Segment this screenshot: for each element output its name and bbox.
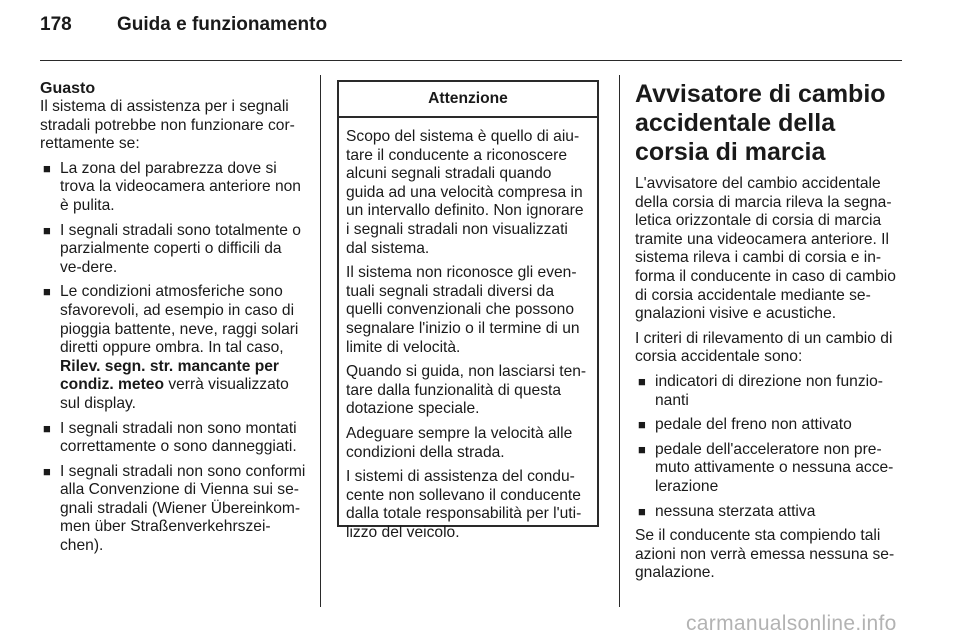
list-item: ■ I segnali stradali non sono montati correttamente o sono danneggiati. xyxy=(43,419,297,456)
criteria-intro: I criteri di rilevamento di un cambio di corsia accidentale sono: xyxy=(635,329,893,366)
header-rule xyxy=(40,60,902,61)
list-item: ■ pedale del freno non attivato xyxy=(638,416,852,434)
list-item: ■ pedale dell'acceleratore non pre-muto attivamente o nessuna acce-lerazione xyxy=(638,440,894,495)
warning-paragraph: Quando si guida, non lasciarsi ten-tare dalla funzionalità di questa dotazione speciale. xyxy=(346,363,587,418)
fault-list xyxy=(40,160,306,556)
fault-heading: Guasto xyxy=(40,80,96,97)
right-column xyxy=(635,80,901,589)
watermark: carmanualsonline.info xyxy=(686,612,897,635)
bullet-icon: ■ xyxy=(638,441,646,457)
lane-departure-heading: Avvisatore di cambio accidentale della corsia di marcia xyxy=(635,80,886,166)
display-message: Rilev. segn. str. mancante per condiz. meteo xyxy=(60,357,279,394)
bullet-icon: ■ xyxy=(43,284,51,300)
bullet-icon: ■ xyxy=(43,463,51,479)
warning-box xyxy=(337,80,599,541)
warning-title: Attenzione xyxy=(339,82,597,118)
list-item: ■ nessuna sterzata attiva xyxy=(638,502,816,520)
bullet-icon: ■ xyxy=(638,373,646,389)
warning-paragraph: Scopo del sistema è quello di aiu-tare il conducente a riconoscere alcuni segnali stradali quando guida ad una velocità compresa in un intervallo definito. Non ignorare i segnali stradali non visualizzati dal sistema. xyxy=(346,128,584,257)
list-item: ■ La zona del parabrezza dove si trova la videocamera anteriore non è pulita. xyxy=(43,159,301,214)
column-divider-left xyxy=(320,75,321,607)
list-item: ■ I segnali stradali sono totalmente o parzialmente coperti o difficili da ve-dere. xyxy=(43,221,301,276)
bullet-icon: ■ xyxy=(638,417,646,433)
bullet-icon: ■ xyxy=(43,160,51,176)
column-divider-right xyxy=(619,75,620,607)
warning-paragraph: I sistemi di assistenza del condu-cente non sollevano il conducente dalla totale responsabilità per l'uti-lizzo del veicolo. xyxy=(346,468,582,541)
page-header xyxy=(40,14,327,36)
warning-paragraph: Adeguare sempre la velocità alle condizioni della strada. xyxy=(346,424,573,461)
list-item: ■ Le condizioni atmosferiche sono sfavorevoli, ad esempio in caso di pioggia battente, neve, raggi solari diretti oppure ombra. In tal caso, Rilev. segn. str. mancante per condiz. meteo verrà visualizzato sul display. xyxy=(43,283,299,412)
bullet-icon: ■ xyxy=(638,503,646,519)
list-item: ■ I segnali stradali non sono conformi alla Convenzione di Vienna sui se-gnali stradali (Wiener Übereinkom-men über Straßenverkehrszei-chen). xyxy=(43,462,306,555)
bullet-icon: ■ xyxy=(43,420,51,436)
warning-body xyxy=(339,118,597,542)
criteria-list xyxy=(635,373,901,521)
bullet-icon: ■ xyxy=(43,222,51,238)
fault-intro: Il sistema di assistenza per i segnali stradali potrebbe non funzionare cor-rettamente se: xyxy=(40,98,295,153)
page-number: 178 xyxy=(40,14,72,35)
warning-paragraph: Il sistema non riconosce gli even-tuali segnali stradali diversi da quelli convenzionali che possono segnalare l'inizio o il termine di un limite di velocità. xyxy=(346,264,580,356)
section-title: Guida e funzionamento xyxy=(117,14,328,35)
left-column xyxy=(40,80,306,562)
lane-intro: L'avvisatore del cambio accidentale della corsia di marcia rileva la segna-letica orizzontale di corsia di marcia tramite una videocamera anteriore. Il sistema rileva i cambi di corsia e in-forma il conducente in caso di cambio di corsia accidentale mediante se-gnalazioni visive e acustiche. xyxy=(635,175,896,323)
closing-paragraph: Se il conducente sta compiendo tali azioni non verrà emessa nessuna se-gnalazione. xyxy=(635,527,895,582)
list-item: ■ indicatori di direzione non funzio-nanti xyxy=(638,372,883,409)
